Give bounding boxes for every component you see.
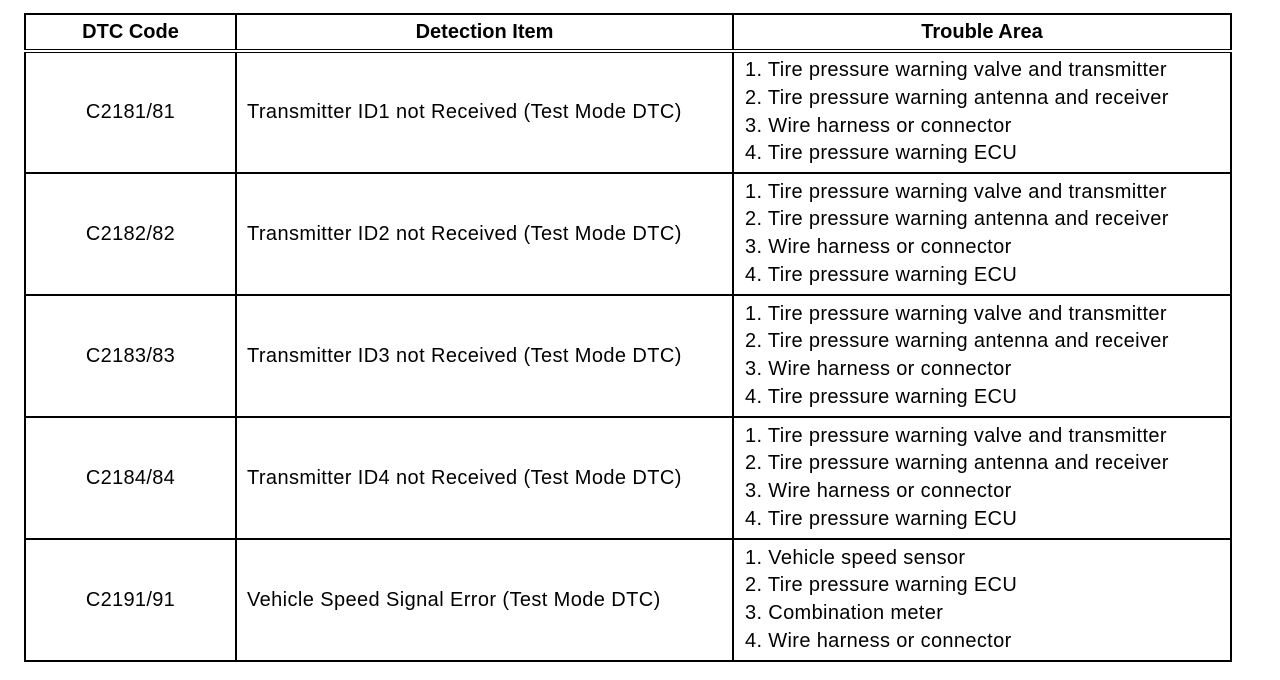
trouble-area-list: [745, 179, 1230, 289]
table-header: [25, 14, 1231, 51]
trouble-area-item: 4. Tire pressure warning ECU: [745, 385, 1018, 408]
table-row: [25, 417, 1231, 539]
detection-item-cell: Transmitter ID2 not Received (Test Mode DTC): [236, 173, 733, 295]
trouble-area-item: 3. Wire harness or connector: [745, 236, 1012, 258]
table-row: [25, 295, 1231, 417]
trouble-area-list: [745, 301, 1230, 411]
detection-item-cell: Transmitter ID3 not Received (Test Mode DTC): [236, 295, 733, 417]
trouble-area-item: 2. Tire pressure warning antenna and receiver: [745, 208, 1169, 231]
trouble-area-item: 2. Tire pressure warning antenna and receiver: [745, 330, 1169, 353]
trouble-area-list: [745, 57, 1230, 167]
trouble-area-cell: [733, 173, 1231, 295]
dtc-table: [24, 13, 1232, 662]
dtc-code-cell: C2184/84: [25, 417, 236, 539]
dtc-code-cell: C2183/83: [25, 295, 236, 417]
header-row: [25, 14, 1231, 51]
trouble-area-item: 3. Combination meter: [745, 602, 944, 624]
trouble-area-item: 4. Tire pressure warning ECU: [745, 263, 1018, 286]
dtc-code-cell: C2182/82: [25, 173, 236, 295]
detection-item-cell: Vehicle Speed Signal Error (Test Mode DTC): [236, 539, 733, 661]
dtc-code-cell: C2191/91: [25, 539, 236, 661]
trouble-area-item: 4. Wire harness or connector: [745, 629, 1012, 652]
header-dtc-code: DTC Code: [25, 14, 236, 51]
trouble-area-item: 3. Wire harness or connector: [745, 114, 1012, 137]
trouble-area-list: [745, 545, 1230, 655]
trouble-area-item: 2. Tire pressure warning antenna and receiver: [745, 452, 1169, 475]
table-body: [25, 51, 1231, 661]
trouble-area-list: [745, 423, 1230, 533]
header-trouble-area: Trouble Area: [733, 14, 1231, 51]
trouble-area-item: 1. Tire pressure warning valve and transmitter: [745, 424, 1167, 447]
trouble-area-item: 2. Tire pressure warning antenna and receiver: [745, 86, 1169, 109]
trouble-area-cell: [733, 51, 1231, 173]
trouble-area-item: 1. Vehicle speed sensor: [745, 546, 966, 569]
detection-item-cell: Transmitter ID4 not Received (Test Mode DTC): [236, 417, 733, 539]
trouble-area-item: 1. Tire pressure warning valve and transmitter: [745, 59, 1167, 82]
table-row: [25, 51, 1231, 173]
detection-item-cell: Transmitter ID1 not Received (Test Mode DTC): [236, 51, 733, 173]
trouble-area-item: 3. Wire harness or connector: [745, 480, 1012, 502]
trouble-area-item: 4. Tire pressure warning ECU: [745, 142, 1018, 165]
header-detection-item: Detection Item: [236, 14, 733, 51]
trouble-area-cell: [733, 417, 1231, 539]
trouble-area-item: 4. Tire pressure warning ECU: [745, 507, 1018, 530]
table-row: [25, 173, 1231, 295]
trouble-area-cell: [733, 539, 1231, 661]
trouble-area-item: 2. Tire pressure warning ECU: [745, 574, 1018, 597]
trouble-area-item: 3. Wire harness or connector: [745, 358, 1012, 380]
table-row: [25, 539, 1231, 661]
trouble-area-item: 1. Tire pressure warning valve and transmitter: [745, 180, 1167, 203]
trouble-area-item: 1. Tire pressure warning valve and transmitter: [745, 302, 1167, 325]
trouble-area-cell: [733, 295, 1231, 417]
dtc-code-cell: C2181/81: [25, 51, 236, 173]
